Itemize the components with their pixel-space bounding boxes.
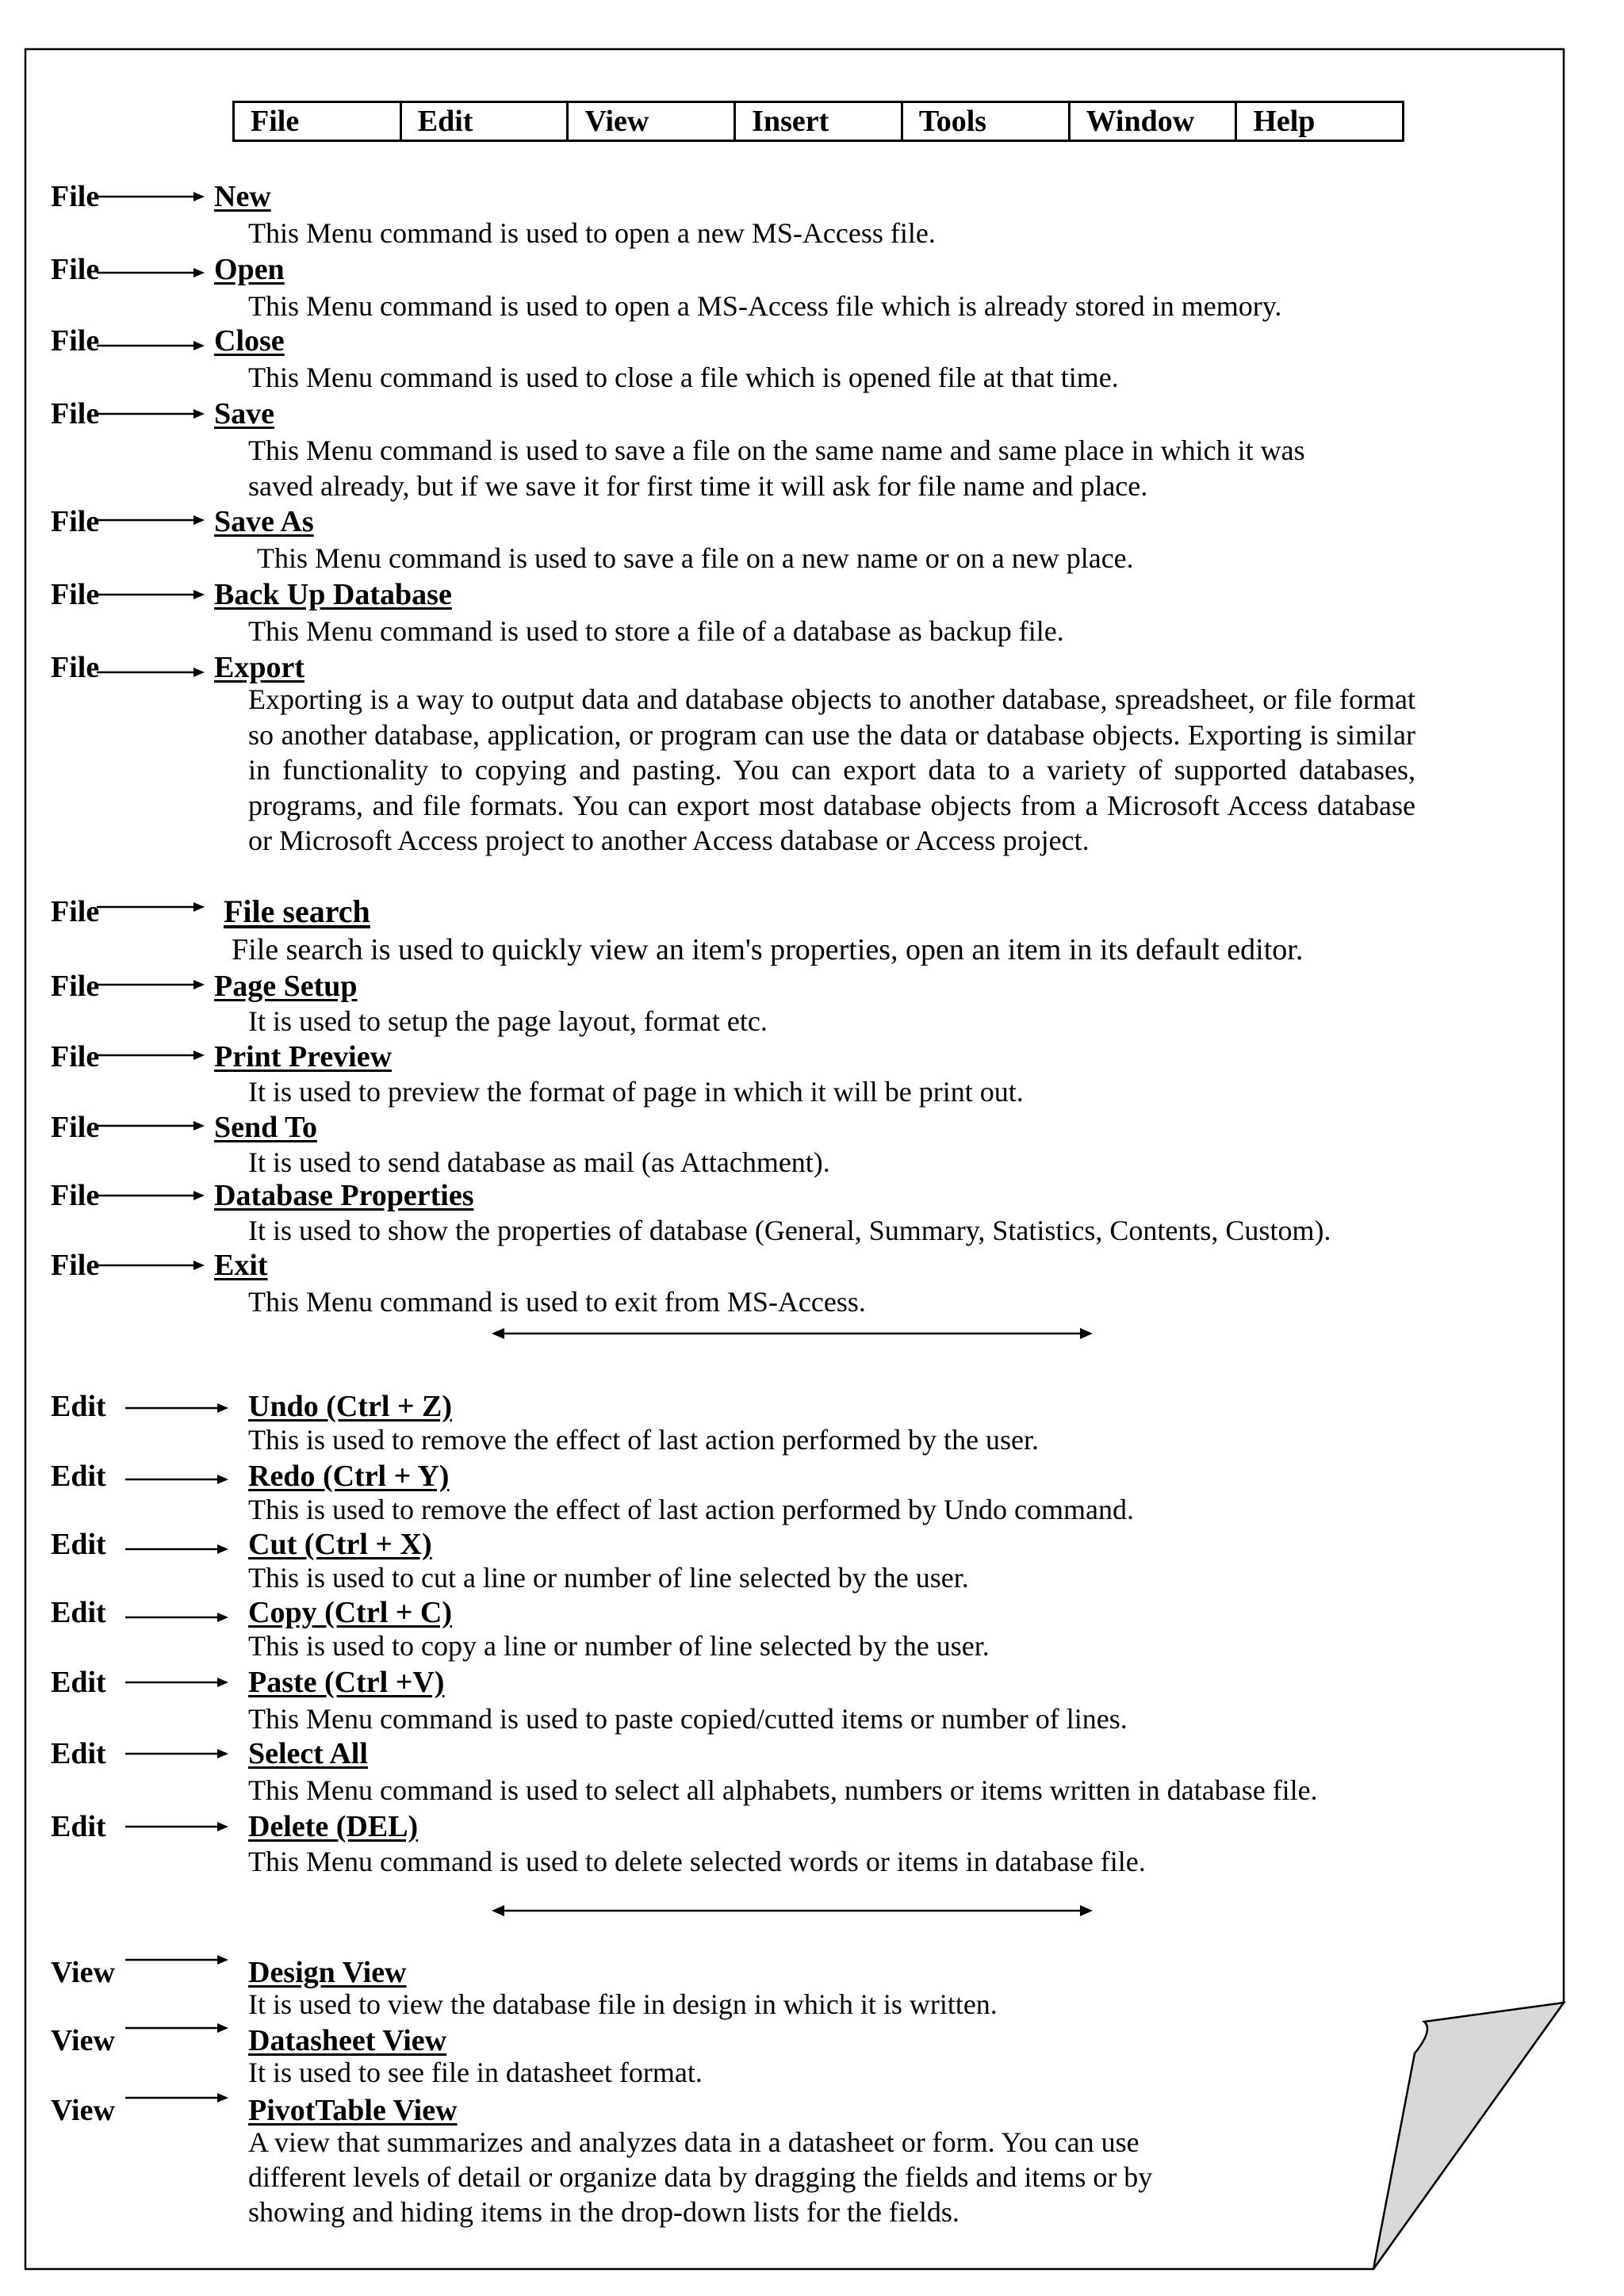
command-description: File search is used to quickly view an item's properties, open an item in its default editor. bbox=[232, 933, 1304, 966]
command-title: Print Preview bbox=[214, 1040, 393, 1073]
right-arrow-icon bbox=[124, 2019, 230, 2038]
command-title: Select All bbox=[248, 1737, 368, 1770]
right-arrow-icon bbox=[124, 1399, 230, 1418]
command-description: This Menu command is used to open a MS-Access file which is already stored in memory. bbox=[248, 290, 1282, 322]
command-description: This is used to remove the effect of last action performed by Undo command. bbox=[248, 1494, 1135, 1525]
menu-label: File bbox=[51, 1040, 100, 1073]
section-divider-double-arrow bbox=[490, 1901, 1094, 1920]
command-description: This Menu command is used to paste copied/cutted items or number of lines. bbox=[248, 1703, 1128, 1735]
menu-insert[interactable]: Insert bbox=[736, 103, 903, 140]
command-title: Back Up Database bbox=[214, 578, 452, 611]
command-description: It is used to see file in datasheet format. bbox=[248, 2057, 703, 2088]
command-title: File search bbox=[224, 894, 370, 929]
command-title: Open bbox=[214, 253, 285, 286]
command-description: Exporting is a way to output data and database objects to another database, spreadsheet, or file format so another database, application, or program can use the data or database objects. Exporting is similar in functionality to copying and pasting. You can export data to a variety of supported databases, programs, and file formats. You can export most database objects from a Microsoft Access database or Microsoft Access project to another Access database or Access project. bbox=[248, 683, 1415, 856]
command-description: It is used to setup the page layout, format etc. bbox=[248, 1005, 768, 1037]
menu-label: File bbox=[51, 180, 100, 213]
menu-label: File bbox=[51, 253, 100, 286]
menu-label: File bbox=[51, 324, 100, 358]
command-title: Save As bbox=[214, 505, 314, 538]
command-title: Save bbox=[214, 397, 274, 430]
command-title: Undo (Ctrl + Z) bbox=[248, 1390, 453, 1423]
command-title: Redo (Ctrl + Y) bbox=[248, 1460, 450, 1493]
menu-help[interactable]: Help bbox=[1253, 105, 1316, 138]
right-arrow-icon bbox=[95, 1256, 206, 1275]
right-arrow-icon bbox=[95, 511, 206, 530]
command-description: This Menu command is used to close a file which is opened file at that time. bbox=[248, 362, 1119, 393]
command-description: This Menu command is used to save a file on the same name and same place in which it was saved already, but if we save it for first time it will ask for file name and place. bbox=[248, 434, 1305, 502]
command-description: This is used to copy a line or number of line selected by the user. bbox=[248, 1630, 990, 1662]
command-title: Design View bbox=[248, 1956, 407, 1989]
menu-label: File bbox=[51, 397, 100, 430]
section-divider-double-arrow bbox=[490, 1324, 1094, 1343]
right-arrow-icon bbox=[95, 975, 206, 994]
right-arrow-icon bbox=[95, 897, 206, 916]
menu-label: File bbox=[51, 651, 100, 684]
menu-label: File bbox=[51, 970, 100, 1003]
right-arrow-icon bbox=[95, 187, 206, 206]
command-description: This Menu command is used to delete selected words or items in database file. bbox=[248, 1846, 1146, 1877]
right-arrow-icon bbox=[124, 1470, 230, 1489]
menu-label: File bbox=[51, 1249, 100, 1282]
right-arrow-icon bbox=[95, 336, 206, 355]
menu-view[interactable]: View bbox=[569, 103, 736, 140]
command-title: Exit bbox=[214, 1249, 268, 1282]
command-description: This Menu command is used to exit from MS-Access. bbox=[248, 1286, 866, 1318]
command-title: Delete (DEL) bbox=[248, 1810, 419, 1843]
command-description: This Menu command is used to store a file of a database as backup file. bbox=[248, 615, 1064, 647]
menu-label: Edit bbox=[51, 1528, 106, 1561]
right-arrow-icon bbox=[124, 1744, 230, 1763]
menu-label: View bbox=[51, 2024, 115, 2057]
menu-label: Edit bbox=[51, 1810, 106, 1843]
menu-label: File bbox=[51, 895, 100, 928]
command-title: Database Properties bbox=[214, 1179, 474, 1212]
right-arrow-icon bbox=[124, 1817, 230, 1836]
command-description: This Menu command is used to select all alphabets, numbers or items written in database file. bbox=[248, 1774, 1318, 1806]
right-arrow-icon bbox=[124, 1950, 230, 1969]
command-description: A view that summarizes and analyzes data in a datasheet or form. You can use different levels of detail or organize data by dragging the fields and items or by showing and hiding items in the drop-down lists for the fields. bbox=[248, 2126, 1153, 2228]
menu-label: Edit bbox=[51, 1390, 106, 1423]
command-description: It is used to show the properties of database (General, Summary, Statistics, Contents, Custom). bbox=[248, 1215, 1331, 1246]
menu-file[interactable]: File bbox=[235, 103, 402, 140]
command-description: It is used to view the database file in design in which it is written. bbox=[248, 1988, 998, 2020]
right-arrow-icon bbox=[124, 1673, 230, 1692]
command-title: Send To bbox=[214, 1111, 317, 1144]
menu-label: Edit bbox=[51, 1666, 106, 1699]
command-title: Paste (Ctrl +V) bbox=[248, 1666, 445, 1699]
menu-label: File bbox=[51, 1111, 100, 1144]
menu-label: Edit bbox=[51, 1460, 106, 1493]
command-title: Copy (Ctrl + C) bbox=[248, 1596, 453, 1629]
right-arrow-icon bbox=[124, 2088, 230, 2107]
command-title: PivotTable View bbox=[248, 2094, 458, 2127]
right-arrow-icon bbox=[95, 1046, 206, 1065]
right-arrow-icon bbox=[124, 1608, 230, 1627]
command-title: Datasheet View bbox=[248, 2024, 447, 2057]
right-arrow-icon bbox=[95, 263, 206, 282]
menu-label: Edit bbox=[51, 1596, 106, 1629]
page-curl-icon bbox=[1373, 2003, 1564, 2269]
menu-bar bbox=[232, 101, 1404, 142]
command-title: Cut (Ctrl + X) bbox=[248, 1528, 432, 1561]
command-description: It is used to send database as mail (as Attachment). bbox=[248, 1146, 830, 1178]
right-arrow-icon bbox=[124, 1540, 230, 1559]
menu-window[interactable]: Window bbox=[1071, 103, 1238, 140]
menu-tools[interactable]: Tools bbox=[903, 103, 1071, 140]
command-description: It is used to preview the format of page in which it will be print out. bbox=[248, 1076, 1024, 1108]
menu-label: File bbox=[51, 1179, 100, 1212]
menu-edit[interactable]: Edit bbox=[402, 103, 569, 140]
command-title: Page Setup bbox=[214, 970, 358, 1003]
command-title: New bbox=[214, 180, 271, 213]
menu-label: File bbox=[51, 505, 100, 538]
command-title: Close bbox=[214, 324, 285, 358]
right-arrow-icon bbox=[95, 663, 206, 682]
right-arrow-icon bbox=[95, 1116, 206, 1135]
command-description: This is used to remove the effect of last action performed by the user. bbox=[248, 1424, 1040, 1456]
menu-label: View bbox=[51, 2094, 115, 2127]
right-arrow-icon bbox=[95, 404, 206, 423]
menu-label: File bbox=[51, 578, 100, 611]
command-description: This Menu command is used to open a new MS-Access file. bbox=[248, 217, 936, 249]
right-arrow-icon bbox=[95, 1186, 206, 1205]
right-arrow-icon bbox=[95, 585, 206, 604]
menu-label: View bbox=[51, 1956, 115, 1989]
command-title: Export bbox=[214, 651, 304, 684]
menu-label: Edit bbox=[51, 1737, 106, 1770]
command-description: This is used to cut a line or number of line selected by the user. bbox=[248, 1562, 969, 1594]
command-description: This Menu command is used to save a file on a new name or on a new place. bbox=[257, 542, 1134, 574]
